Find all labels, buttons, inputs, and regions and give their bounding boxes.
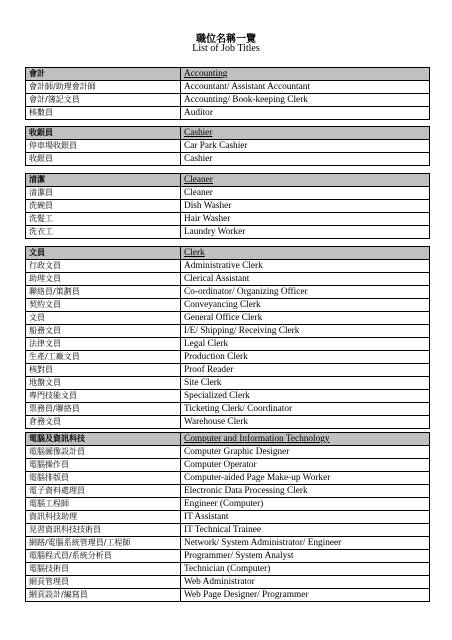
job-title-english: Network/ System Administrator/ Engineer	[181, 537, 430, 550]
job-title-chinese: 文員	[26, 312, 181, 325]
section-table	[25, 173, 430, 239]
job-title-chinese: 地盤文員	[26, 377, 181, 390]
job-title-english: Computer Operator	[181, 459, 430, 472]
table-row	[26, 498, 430, 511]
job-title-chinese: 法律文員	[26, 338, 181, 351]
table-row	[26, 338, 430, 351]
page-title-chinese: 職位名稱一覽	[196, 34, 256, 45]
table-row	[26, 213, 430, 226]
job-title-english: I/E/ Shipping/ Receiving Clerk	[181, 325, 430, 338]
section-heading-english: Computer and Information Technology	[181, 433, 430, 446]
section-heading-english: Cleaner	[181, 174, 430, 187]
job-title-chinese: 電腦排版員	[26, 472, 181, 485]
job-title-english: Accountant/ Assistant Accountant	[181, 81, 430, 94]
table-row	[26, 81, 430, 94]
table-row	[26, 200, 430, 213]
job-title-english: Laundry Worker	[181, 226, 430, 239]
section-heading-chinese: 文員	[26, 247, 181, 260]
table-row	[26, 446, 430, 459]
page-title-english: List of Job Titles	[192, 43, 260, 54]
job-title-chinese: 網頁管理員	[26, 576, 181, 589]
section-heading-english: Cashier	[181, 127, 430, 140]
table-row	[26, 576, 430, 589]
job-title-chinese: 收銀員	[26, 153, 181, 166]
table-row	[26, 390, 430, 403]
job-title-english: IT Assistant	[181, 511, 430, 524]
table-row	[26, 140, 430, 153]
table-row	[26, 377, 430, 390]
section-heading-chinese: 電腦及資訊科技	[26, 433, 181, 446]
table-row	[26, 403, 430, 416]
table-row	[26, 459, 430, 472]
table-row	[26, 563, 430, 576]
job-title-chinese: 電腦圖像設計員	[26, 446, 181, 459]
job-title-chinese: 洗髮工	[26, 213, 181, 226]
job-title-chinese: 票務員/聯絡員	[26, 403, 181, 416]
job-title-chinese: 見習資訊科技技術員	[26, 524, 181, 537]
job-title-english: Site Clerk	[181, 377, 430, 390]
job-title-english: Dish Washer	[181, 200, 430, 213]
table-row	[26, 416, 430, 429]
job-title-chinese: 洗碗員	[26, 200, 181, 213]
job-title-chinese: 電腦工程師	[26, 498, 181, 511]
job-title-chinese: 洗衣工	[26, 226, 181, 239]
section-table	[25, 126, 430, 166]
job-title-chinese: 網路/電腦系統管理員/工程師	[26, 537, 181, 550]
job-title-chinese: 契約文員	[26, 299, 181, 312]
section-header-row	[26, 174, 430, 187]
section-heading-english: Accounting	[181, 68, 430, 81]
table-row	[26, 524, 430, 537]
job-title-chinese: 核對員	[26, 364, 181, 377]
job-title-chinese: 專門技能文員	[26, 390, 181, 403]
job-title-english: Electronic Data Processing Clerk	[181, 485, 430, 498]
job-title-english: Hair Washer	[181, 213, 430, 226]
job-title-english: Computer-aided Page Make-up Worker	[181, 472, 430, 485]
table-row	[26, 153, 430, 166]
table-row	[26, 511, 430, 524]
section-table	[25, 432, 430, 602]
table-row	[26, 485, 430, 498]
section-heading-chinese: 會計	[26, 68, 181, 81]
job-title-english: Web Page Designer/ Programmer	[181, 589, 430, 602]
job-title-chinese: 船務文員	[26, 325, 181, 338]
job-title-english: Car Park Cashier	[181, 140, 430, 153]
job-title-chinese: 電子資料處理員	[26, 485, 181, 498]
job-title-english: Cleaner	[181, 187, 430, 200]
table-row	[26, 260, 430, 273]
table-row	[26, 226, 430, 239]
section-header-row	[26, 433, 430, 446]
job-title-english: Specialized Clerk	[181, 390, 430, 403]
section-header-row	[26, 247, 430, 260]
job-title-chinese: 核數員	[26, 107, 181, 120]
job-title-english: Engineer (Computer)	[181, 498, 430, 511]
job-title-english: Ticketing Clerk/ Coordinator	[181, 403, 430, 416]
job-title-english: Administrative Clerk	[181, 260, 430, 273]
job-title-chinese: 會計師/助理會計師	[26, 81, 181, 94]
job-title-english: Technician (Computer)	[181, 563, 430, 576]
section-heading-chinese: 收銀員	[26, 127, 181, 140]
section-header-row	[26, 68, 430, 81]
table-row	[26, 312, 430, 325]
job-title-english: Co-ordinator/ Organizing Officer	[181, 286, 430, 299]
section-heading-english: Clerk	[181, 247, 430, 260]
job-title-chinese: 聯絡員/策劃員	[26, 286, 181, 299]
job-title-chinese: 生產/工廠文員	[26, 351, 181, 364]
section-table	[25, 67, 430, 120]
table-row	[26, 325, 430, 338]
job-title-english: Warehouse Clerk	[181, 416, 430, 429]
table-row	[26, 351, 430, 364]
table-row	[26, 299, 430, 312]
job-title-chinese: 會計/簿記文員	[26, 94, 181, 107]
table-row	[26, 187, 430, 200]
table-row	[26, 550, 430, 563]
job-title-english: Clerical Assistant	[181, 273, 430, 286]
job-title-english: Computer Graphic Designer	[181, 446, 430, 459]
table-row	[26, 107, 430, 120]
job-title-chinese: 清潔員	[26, 187, 181, 200]
table-row	[26, 286, 430, 299]
job-title-chinese: 倉務文員	[26, 416, 181, 429]
job-title-english: General Office Clerk	[181, 312, 430, 325]
section-heading-chinese: 清潔	[26, 174, 181, 187]
job-title-english: Conveyancing Clerk	[181, 299, 430, 312]
job-title-chinese: 行政文員	[26, 260, 181, 273]
job-title-english: IT Technical Trainee	[181, 524, 430, 537]
job-title-english: Proof Reader	[181, 364, 430, 377]
job-title-english: Accounting/ Book-keeping Clerk	[181, 94, 430, 107]
table-row	[26, 364, 430, 377]
job-title-english: Auditor	[181, 107, 430, 120]
section-header-row	[26, 127, 430, 140]
table-row	[26, 94, 430, 107]
job-title-english: Cashier	[181, 153, 430, 166]
table-row	[26, 472, 430, 485]
job-title-chinese: 電腦操作員	[26, 459, 181, 472]
table-row	[26, 273, 430, 286]
job-title-english: Production Clerk	[181, 351, 430, 364]
job-title-english: Web Administrator	[181, 576, 430, 589]
job-title-chinese: 電腦技術員	[26, 563, 181, 576]
table-row	[26, 537, 430, 550]
job-title-chinese: 網頁設計/編寫員	[26, 589, 181, 602]
job-title-english: Programmer/ System Analyst	[181, 550, 430, 563]
job-title-english: Legal Clerk	[181, 338, 430, 351]
job-title-chinese: 助理文員	[26, 273, 181, 286]
job-title-chinese: 電腦程式員/系統分析員	[26, 550, 181, 563]
section-table	[25, 246, 430, 429]
job-title-chinese: 資訊科技助理	[26, 511, 181, 524]
job-title-chinese: 停車場收銀員	[26, 140, 181, 153]
table-row	[26, 589, 430, 602]
